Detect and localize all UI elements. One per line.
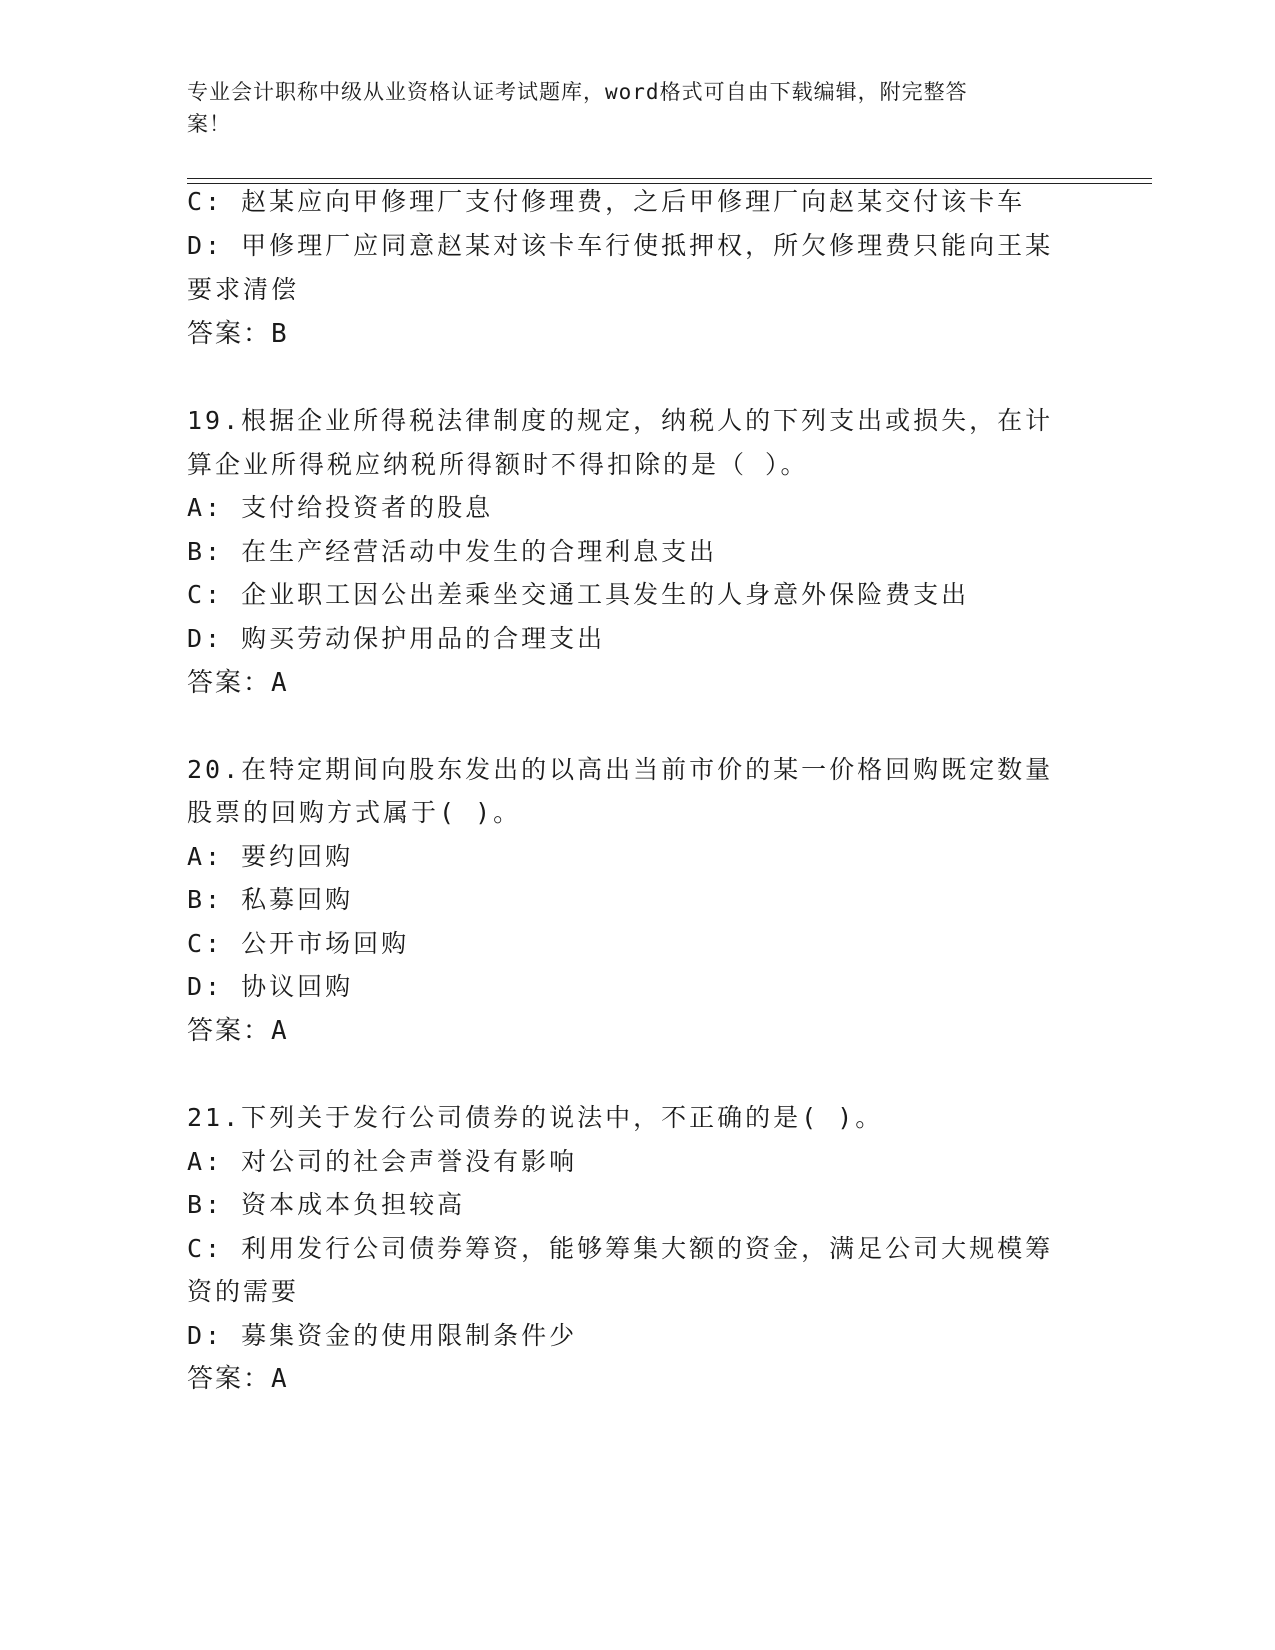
q20-stem-line-1: 20.在特定期间向股东发出的以高出当前市价的某一价格回购既定数量 <box>187 755 1054 784</box>
q18-option-d-line-2: 要求清偿 <box>187 275 300 304</box>
q19-option-d: D: 购买劳动保护用品的合理支出 <box>187 624 606 653</box>
header-line-1: 专业会计职称中级从业资格认证考试题库，word格式可自由下载编辑，附完整答 <box>187 80 968 104</box>
q19-option-a: A: 支付给投资者的股息 <box>187 493 494 522</box>
q21-stem-line-1: 21.下列关于发行公司债券的说法中，不正确的是( )。 <box>187 1103 884 1132</box>
q20-option-a: A: 要约回购 <box>187 842 354 871</box>
q20-option-c: C: 公开市场回购 <box>187 929 410 958</box>
q20-answer: 答案：A <box>187 1016 289 1046</box>
q18-answer: 答案：B <box>187 319 289 349</box>
q21-answer: 答案：A <box>187 1364 289 1394</box>
q21-option-c-line-2: 资的需要 <box>187 1277 300 1306</box>
document-header <box>187 76 1067 140</box>
header-divider-bottom <box>187 183 1152 184</box>
header-divider-top <box>187 178 1152 179</box>
q19-option-b: B: 在生产经营活动中发生的合理利息支出 <box>187 537 718 566</box>
q18-option-d-line-1: D: 甲修理厂应同意赵某对该卡车行使抵押权，所欠修理费只能向王某 <box>187 231 1054 260</box>
q21-option-a: A: 对公司的社会声誉没有影响 <box>187 1147 578 1176</box>
q19-stem-line-2: 算企业所得税应纳税所得额时不得扣除的是（ ）。 <box>187 450 809 479</box>
header-line-2: 案！ <box>187 112 231 136</box>
q19-answer: 答案：A <box>187 668 289 698</box>
q19-option-c: C: 企业职工因公出差乘坐交通工具发生的人身意外保险费支出 <box>187 580 970 609</box>
q21-option-d: D: 募集资金的使用限制条件少 <box>187 1321 578 1350</box>
q18-option-c: C: 赵某应向甲修理厂支付修理费，之后甲修理厂向赵某交付该卡车 <box>187 187 1026 216</box>
q19-stem-line-1: 19.根据企业所得税法律制度的规定，纳税人的下列支出或损失，在计 <box>187 406 1054 435</box>
q20-option-b: B: 私募回购 <box>187 885 354 914</box>
q21-option-b: B: 资本成本负担较高 <box>187 1190 466 1219</box>
q21-option-c-line-1: C: 利用发行公司债券筹资，能够筹集大额的资金，满足公司大规模筹 <box>187 1234 1054 1263</box>
q20-stem-line-2: 股票的回购方式属于( )。 <box>187 798 522 827</box>
q20-option-d: D: 协议回购 <box>187 972 354 1001</box>
